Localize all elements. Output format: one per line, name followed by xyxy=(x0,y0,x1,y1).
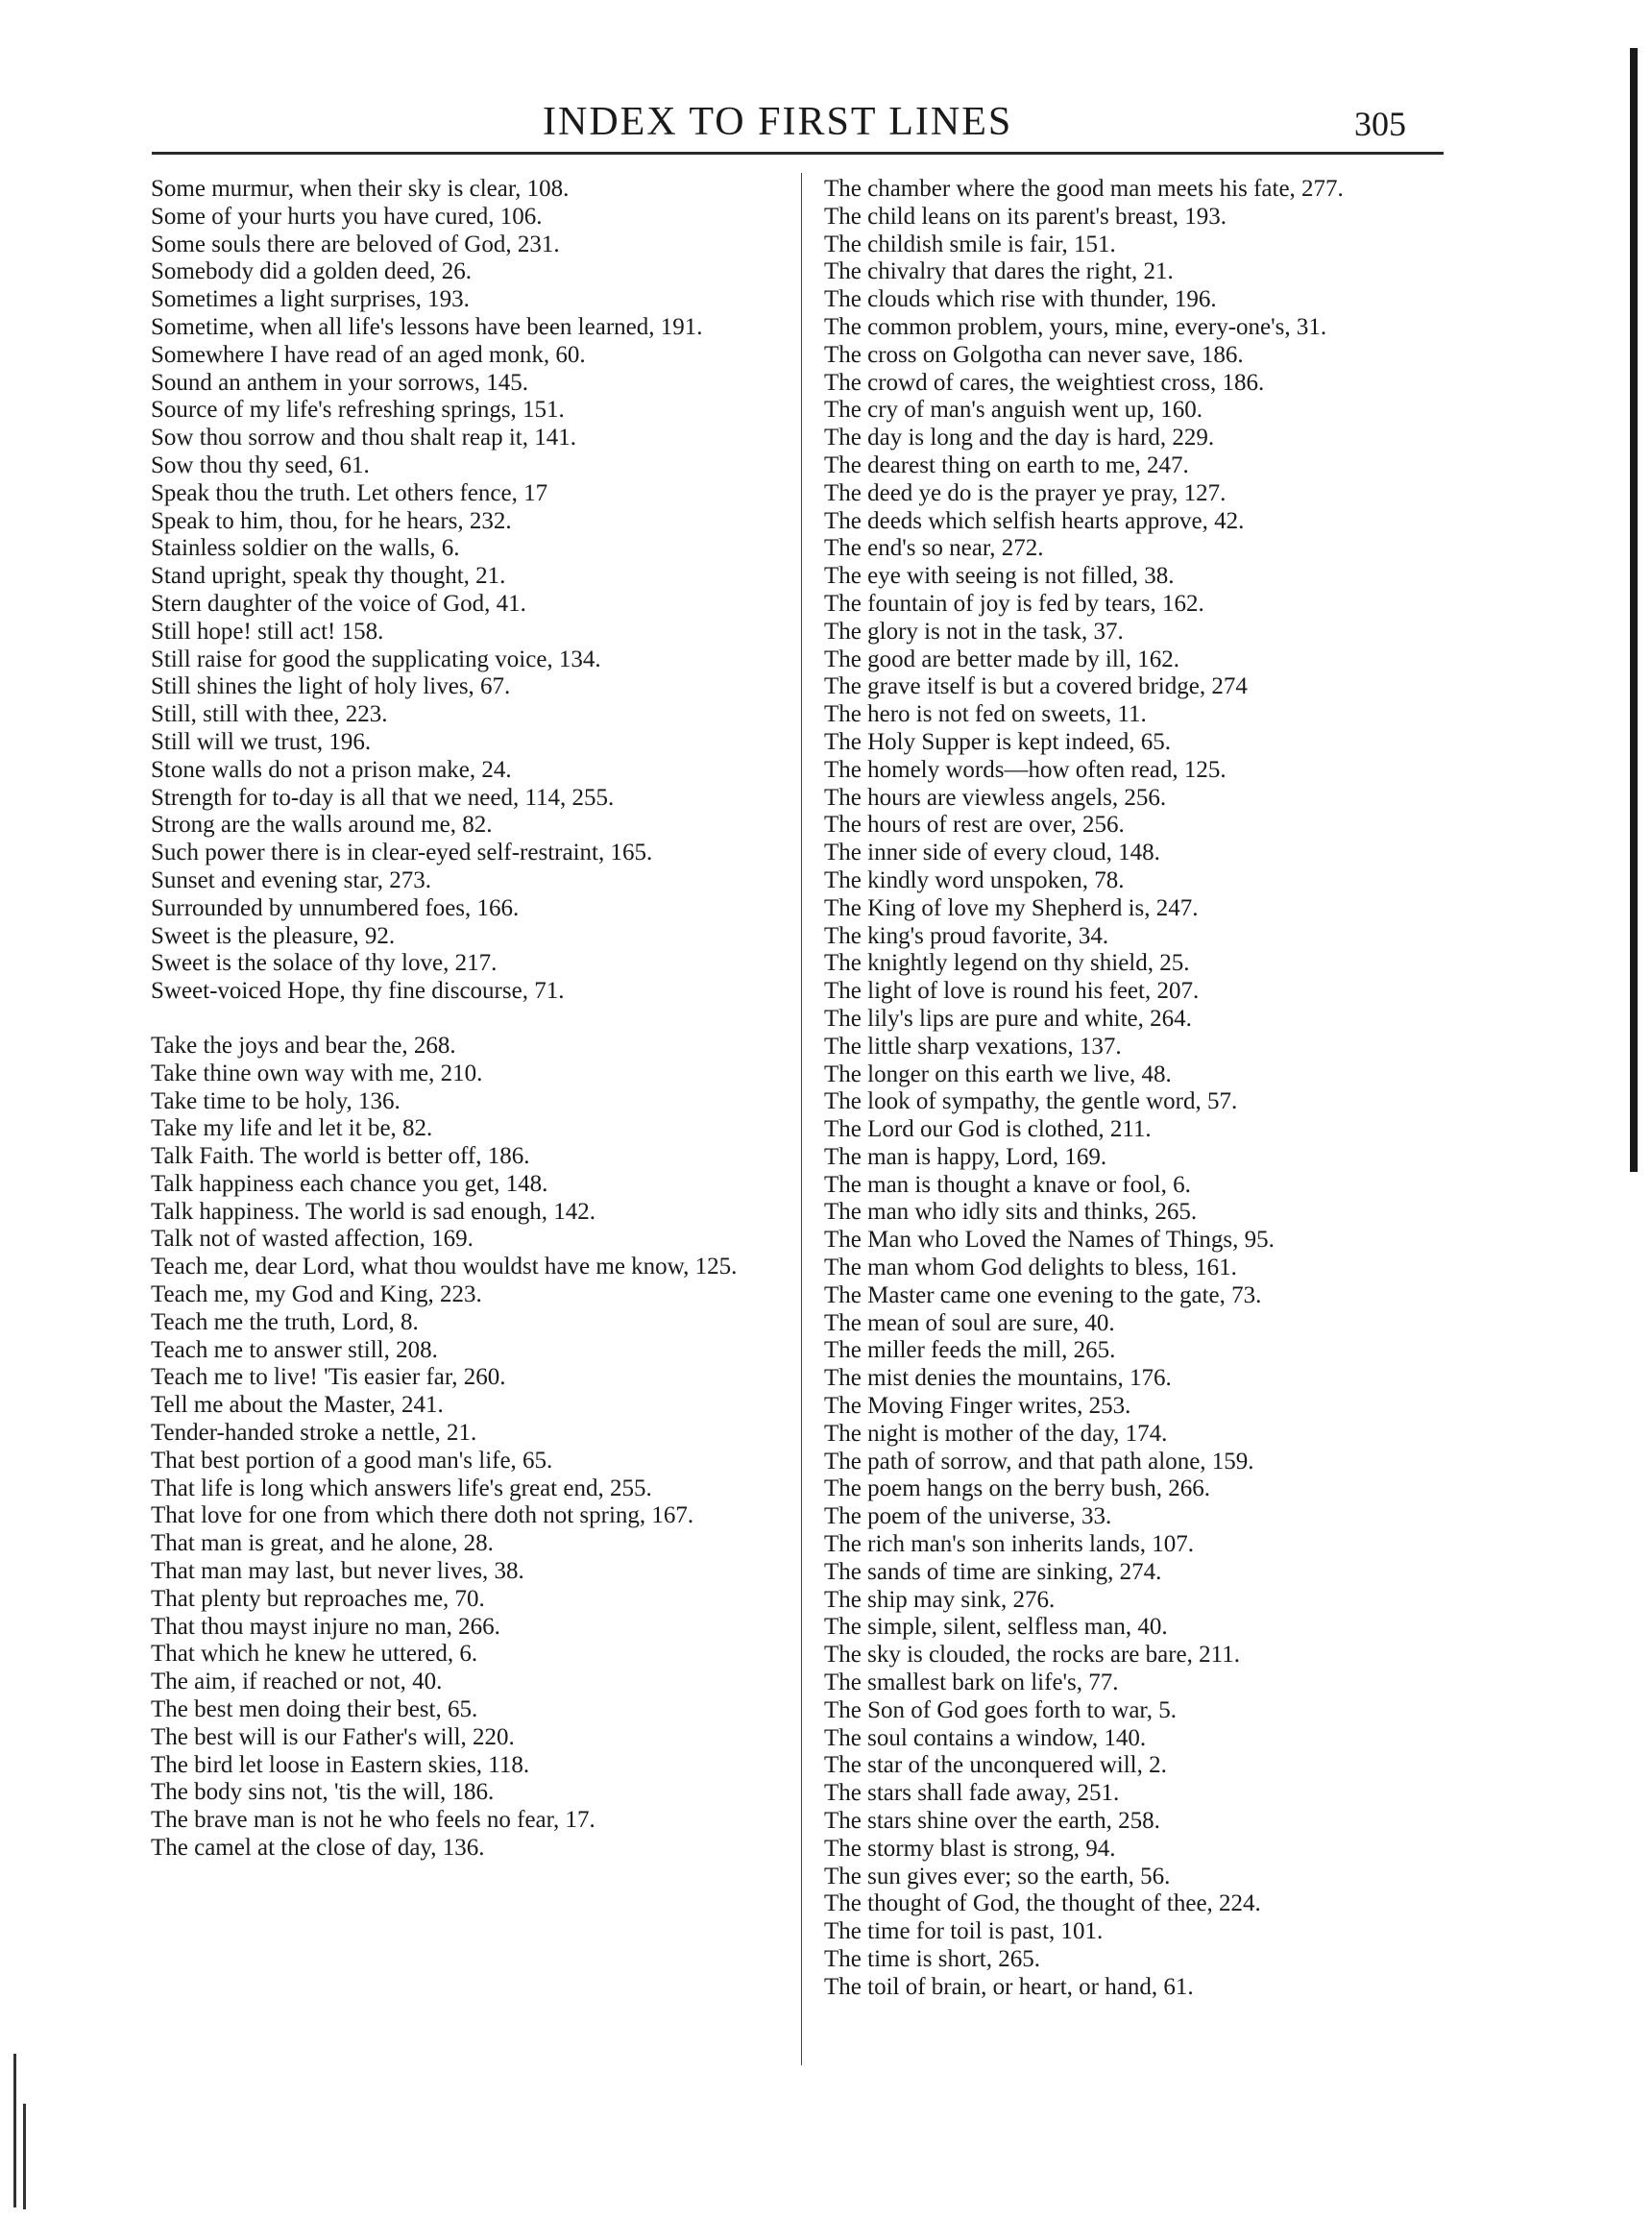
index-entry: The time for toil is past, 101. xyxy=(824,1918,1104,1945)
index-entry: Speak thou the truth. Let others fence, 17 xyxy=(151,479,548,506)
index-entry: That life is long which answers life's great end, 255. xyxy=(151,1475,652,1501)
index-entry: The king's proud favorite, 34. xyxy=(824,922,1109,949)
index-entry: That man is great, and he alone, 28. xyxy=(151,1530,494,1557)
index-entry: The cross on Golgotha can never save, 186. xyxy=(824,341,1244,368)
page-title: INDEX TO FIRST LINES xyxy=(543,100,1013,144)
index-entry: Still hope! still act! 158. xyxy=(151,618,384,645)
index-entry: The chamber where the good man meets his fate, 277. xyxy=(824,176,1344,202)
index-entry: The body sins not, 'tis the will, 186. xyxy=(151,1779,495,1806)
index-entry: The little sharp vexations, 137. xyxy=(824,1033,1122,1060)
index-entry: The glory is not in the task, 37. xyxy=(824,618,1124,645)
index-entry: Sound an anthem in your sorrows, 145. xyxy=(151,369,529,396)
index-entry: Somebody did a golden deed, 26. xyxy=(151,258,472,285)
index-entry: Sometimes a light surprises, 193. xyxy=(151,286,470,313)
index-entry: Sweet is the solace of thy love, 217. xyxy=(151,950,498,977)
header-rule xyxy=(152,152,1444,155)
index-entry: The mist denies the mountains, 176. xyxy=(824,1365,1172,1392)
index-entry: The sands of time are sinking, 274. xyxy=(824,1558,1162,1585)
index-entry: Stern daughter of the voice of God, 41. xyxy=(151,590,526,617)
index-entry: The best men doing their best, 65. xyxy=(151,1696,478,1723)
index-entry: The longer on this earth we live, 48. xyxy=(824,1060,1172,1087)
index-entry: The toil of brain, or heart, or hand, 61. xyxy=(824,1973,1194,2000)
index-entry: The eye with seeing is not filled, 38. xyxy=(824,563,1175,590)
index-entry: The miller feeds the mill, 265. xyxy=(824,1337,1116,1364)
index-entry: The rich man's son inherits lands, 107. xyxy=(824,1531,1194,1558)
index-entry: Take my life and let it be, 82. xyxy=(151,1115,433,1142)
index-entry: The sky is clouded, the rocks are bare, 211. xyxy=(824,1642,1240,1669)
index-entry: The man who idly sits and thinks, 265. xyxy=(824,1199,1198,1226)
index-entry: The lily's lips are pure and white, 264. xyxy=(824,1005,1192,1032)
index-entry: The grave itself is but a covered bridge, 274 xyxy=(824,673,1248,700)
index-entry: Some of your hurts you have cured, 106. xyxy=(151,203,543,230)
index-entry: The day is long and the day is hard, 229. xyxy=(824,425,1215,451)
index-entry: Tender-handed stroke a nettle, 21. xyxy=(151,1420,477,1447)
index-entry: The chivalry that dares the right, 21. xyxy=(824,258,1174,285)
index-entry: The best will is our Father's will, 220. xyxy=(151,1723,515,1750)
index-entry: The end's so near, 272. xyxy=(824,535,1044,562)
index-entry: The Man who Loved the Names of Things, 95. xyxy=(824,1227,1275,1254)
page-number: 305 xyxy=(1354,105,1406,143)
index-entry: Sometime, when all life's lessons have been learned, 191. xyxy=(151,313,703,340)
index-entry: The Lord our God is clothed, 211. xyxy=(824,1116,1152,1143)
index-entry: The dearest thing on earth to me, 247. xyxy=(824,451,1189,478)
index-entry: The sun gives ever; so the earth, 56. xyxy=(824,1863,1171,1889)
index-entry: Surrounded by unnumbered foes, 166. xyxy=(151,894,520,921)
index-entry: The common problem, yours, mine, every-one's, 31. xyxy=(824,313,1327,340)
index-entry: The time is short, 265. xyxy=(824,1946,1040,1972)
index-entry: The man whom God delights to bless, 161. xyxy=(824,1255,1237,1281)
index-entry: Still will we trust, 196. xyxy=(151,728,372,755)
index-entry: The poem hangs on the berry bush, 266. xyxy=(824,1475,1211,1502)
index-entry: The man is happy, Lord, 169. xyxy=(824,1143,1107,1170)
index-entry: Sweet is the pleasure, 92. xyxy=(151,922,396,949)
index-entry: The good are better made by ill, 162. xyxy=(824,646,1180,672)
index-entry: The fountain of joy is fed by tears, 162. xyxy=(824,590,1204,617)
index-entry: The camel at the close of day, 136. xyxy=(151,1835,485,1862)
index-entry: The child leans on its parent's breast, 193. xyxy=(824,203,1227,230)
left-column xyxy=(151,176,775,1863)
index-entry: Still raise for good the supplicating voice, 134. xyxy=(151,646,601,672)
index-entry: The aim, if reached or not, 40. xyxy=(151,1669,443,1695)
index-entry: The clouds which rise with thunder, 196. xyxy=(824,286,1217,313)
index-entry: Some murmur, when their sky is clear, 108. xyxy=(151,176,570,202)
index-entry: Speak to him, thou, for he hears, 232. xyxy=(151,507,512,534)
index-entry: Teach me the truth, Lord, 8. xyxy=(151,1308,419,1335)
scan-edge-bar xyxy=(1630,48,1638,1172)
index-entry: Strong are the walls around me, 82. xyxy=(151,812,493,839)
index-entry: Stand upright, speak thy thought, 21. xyxy=(151,563,506,590)
index-entry: The stars shine over the earth, 258. xyxy=(824,1808,1160,1835)
index-entry: The bird let loose in Eastern skies, 118. xyxy=(151,1751,530,1778)
index-entry: The ship may sink, 276. xyxy=(824,1586,1056,1613)
index-entry: The deed ye do is the prayer ye pray, 127. xyxy=(824,479,1227,506)
scan-margin-mark xyxy=(23,2104,26,2209)
scan-margin-mark xyxy=(13,2054,16,2207)
index-entry: Stone walls do not a prison make, 24. xyxy=(151,756,512,783)
index-entry: Still, still with thee, 223. xyxy=(151,701,388,728)
index-entry: The hero is not fed on sweets, 11. xyxy=(824,701,1147,728)
index-entry: The look of sympathy, the gentle word, 57. xyxy=(824,1088,1238,1115)
index-entry: Sow thou sorrow and thou shalt reap it, 141. xyxy=(151,425,577,451)
index-entry: The thought of God, the thought of thee, 224. xyxy=(824,1890,1261,1917)
index-entry: The homely words—how often read, 125. xyxy=(824,756,1227,783)
index-entry: That which he knew he uttered, 6. xyxy=(151,1641,478,1668)
index-entry: Teach me, my God and King, 223. xyxy=(151,1281,482,1308)
right-column xyxy=(824,176,1453,2002)
index-entry: The stars shall fade away, 251. xyxy=(824,1780,1120,1807)
index-entry: The knightly legend on thy shield, 25. xyxy=(824,950,1190,977)
index-entry: The mean of soul are sure, 40. xyxy=(824,1309,1115,1336)
index-entry: Source of my life's refreshing springs, 151. xyxy=(151,397,565,424)
index-entry: Teach me to live! 'Tis easier far, 260. xyxy=(151,1364,506,1391)
index-entry: That best portion of a good man's life, 65. xyxy=(151,1447,553,1474)
index-entry: The brave man is not he who feels no fear, 17. xyxy=(151,1807,595,1834)
index-entry: That plenty but reproaches me, 70. xyxy=(151,1585,485,1612)
index-entry: The hours are viewless angels, 256. xyxy=(824,784,1167,811)
index-entry: The King of love my Shepherd is, 247. xyxy=(824,894,1199,921)
index-entry: Talk happiness each chance you get, 148. xyxy=(151,1170,548,1197)
index-entry: Talk happiness. The world is sad enough, 142. xyxy=(151,1198,596,1225)
index-entry: The deeds which selfish hearts approve, 42. xyxy=(824,507,1245,534)
index-entry: Take thine own way with me, 210. xyxy=(151,1060,483,1086)
index-entry: The crowd of cares, the weightiest cross, 186. xyxy=(824,369,1265,396)
index-entry: The Son of God goes forth to war, 5. xyxy=(824,1696,1177,1723)
index-entry: Tell me about the Master, 241. xyxy=(151,1392,444,1419)
index-entry: Talk not of wasted affection, 169. xyxy=(151,1226,474,1253)
index-entry: Take the joys and bear the, 268. xyxy=(151,1032,456,1059)
index-entry: Sunset and evening star, 273. xyxy=(151,866,432,893)
index-entry: The cry of man's anguish went up, 160. xyxy=(824,397,1203,424)
index-entry: Such power there is in clear-eyed self-restraint, 165. xyxy=(151,840,653,866)
index-entry: The Holy Supper is kept indeed, 65. xyxy=(824,728,1172,755)
index-entry: Somewhere I have read of an aged monk, 60. xyxy=(151,341,586,368)
index-entry: Teach me to answer still, 208. xyxy=(151,1336,438,1363)
index-entry: Take time to be holy, 136. xyxy=(151,1087,401,1114)
index-entry: The star of the unconquered will, 2. xyxy=(824,1752,1167,1779)
index-entry: The simple, silent, selfless man, 40. xyxy=(824,1614,1168,1641)
index-entry: Sow thou thy seed, 61. xyxy=(151,451,370,478)
index-entry: The Master came one evening to the gate, 73. xyxy=(824,1281,1262,1308)
index-entry: The night is mother of the day, 174. xyxy=(824,1420,1168,1447)
index-entry: The soul contains a window, 140. xyxy=(824,1724,1147,1751)
index-entry: That thou mayst injure no man, 266. xyxy=(151,1613,500,1640)
index-entry: Stainless soldier on the walls, 6. xyxy=(151,535,460,562)
index-entry: The path of sorrow, and that path alone, 159. xyxy=(824,1448,1254,1475)
index-entry: The kindly word unspoken, 78. xyxy=(824,866,1125,893)
index-entry: The light of love is round his feet, 207. xyxy=(824,978,1200,1005)
column-divider xyxy=(801,173,802,2065)
index-entry: The hours of rest are over, 256. xyxy=(824,812,1125,839)
index-entry: Sweet-voiced Hope, thy fine discourse, 71. xyxy=(151,978,565,1005)
index-entry: Some souls there are beloved of God, 231. xyxy=(151,231,560,257)
index-entry: The smallest bark on life's, 77. xyxy=(824,1670,1119,1696)
index-entry: Still shines the light of holy lives, 67. xyxy=(151,673,511,700)
index-entry: Talk Faith. The world is better off, 186. xyxy=(151,1143,530,1170)
index-entry: The poem of the universe, 33. xyxy=(824,1503,1112,1530)
index-entry: That love for one from which there doth not spring, 167. xyxy=(151,1502,694,1529)
index-entry: The Moving Finger writes, 253. xyxy=(824,1393,1131,1420)
index-entry: Strength for to-day is all that we need, 114, 255. xyxy=(151,784,615,811)
index-entry: The stormy blast is strong, 94. xyxy=(824,1835,1116,1862)
index-entry: That man may last, but never lives, 38. xyxy=(151,1558,524,1585)
index-entry: The man is thought a knave or fool, 6. xyxy=(824,1171,1191,1198)
index-entry: Teach me, dear Lord, what thou wouldst have me know, 125. xyxy=(151,1254,738,1280)
index-entry: The childish smile is fair, 151. xyxy=(824,231,1116,257)
index-entry: The inner side of every cloud, 148. xyxy=(824,840,1160,866)
